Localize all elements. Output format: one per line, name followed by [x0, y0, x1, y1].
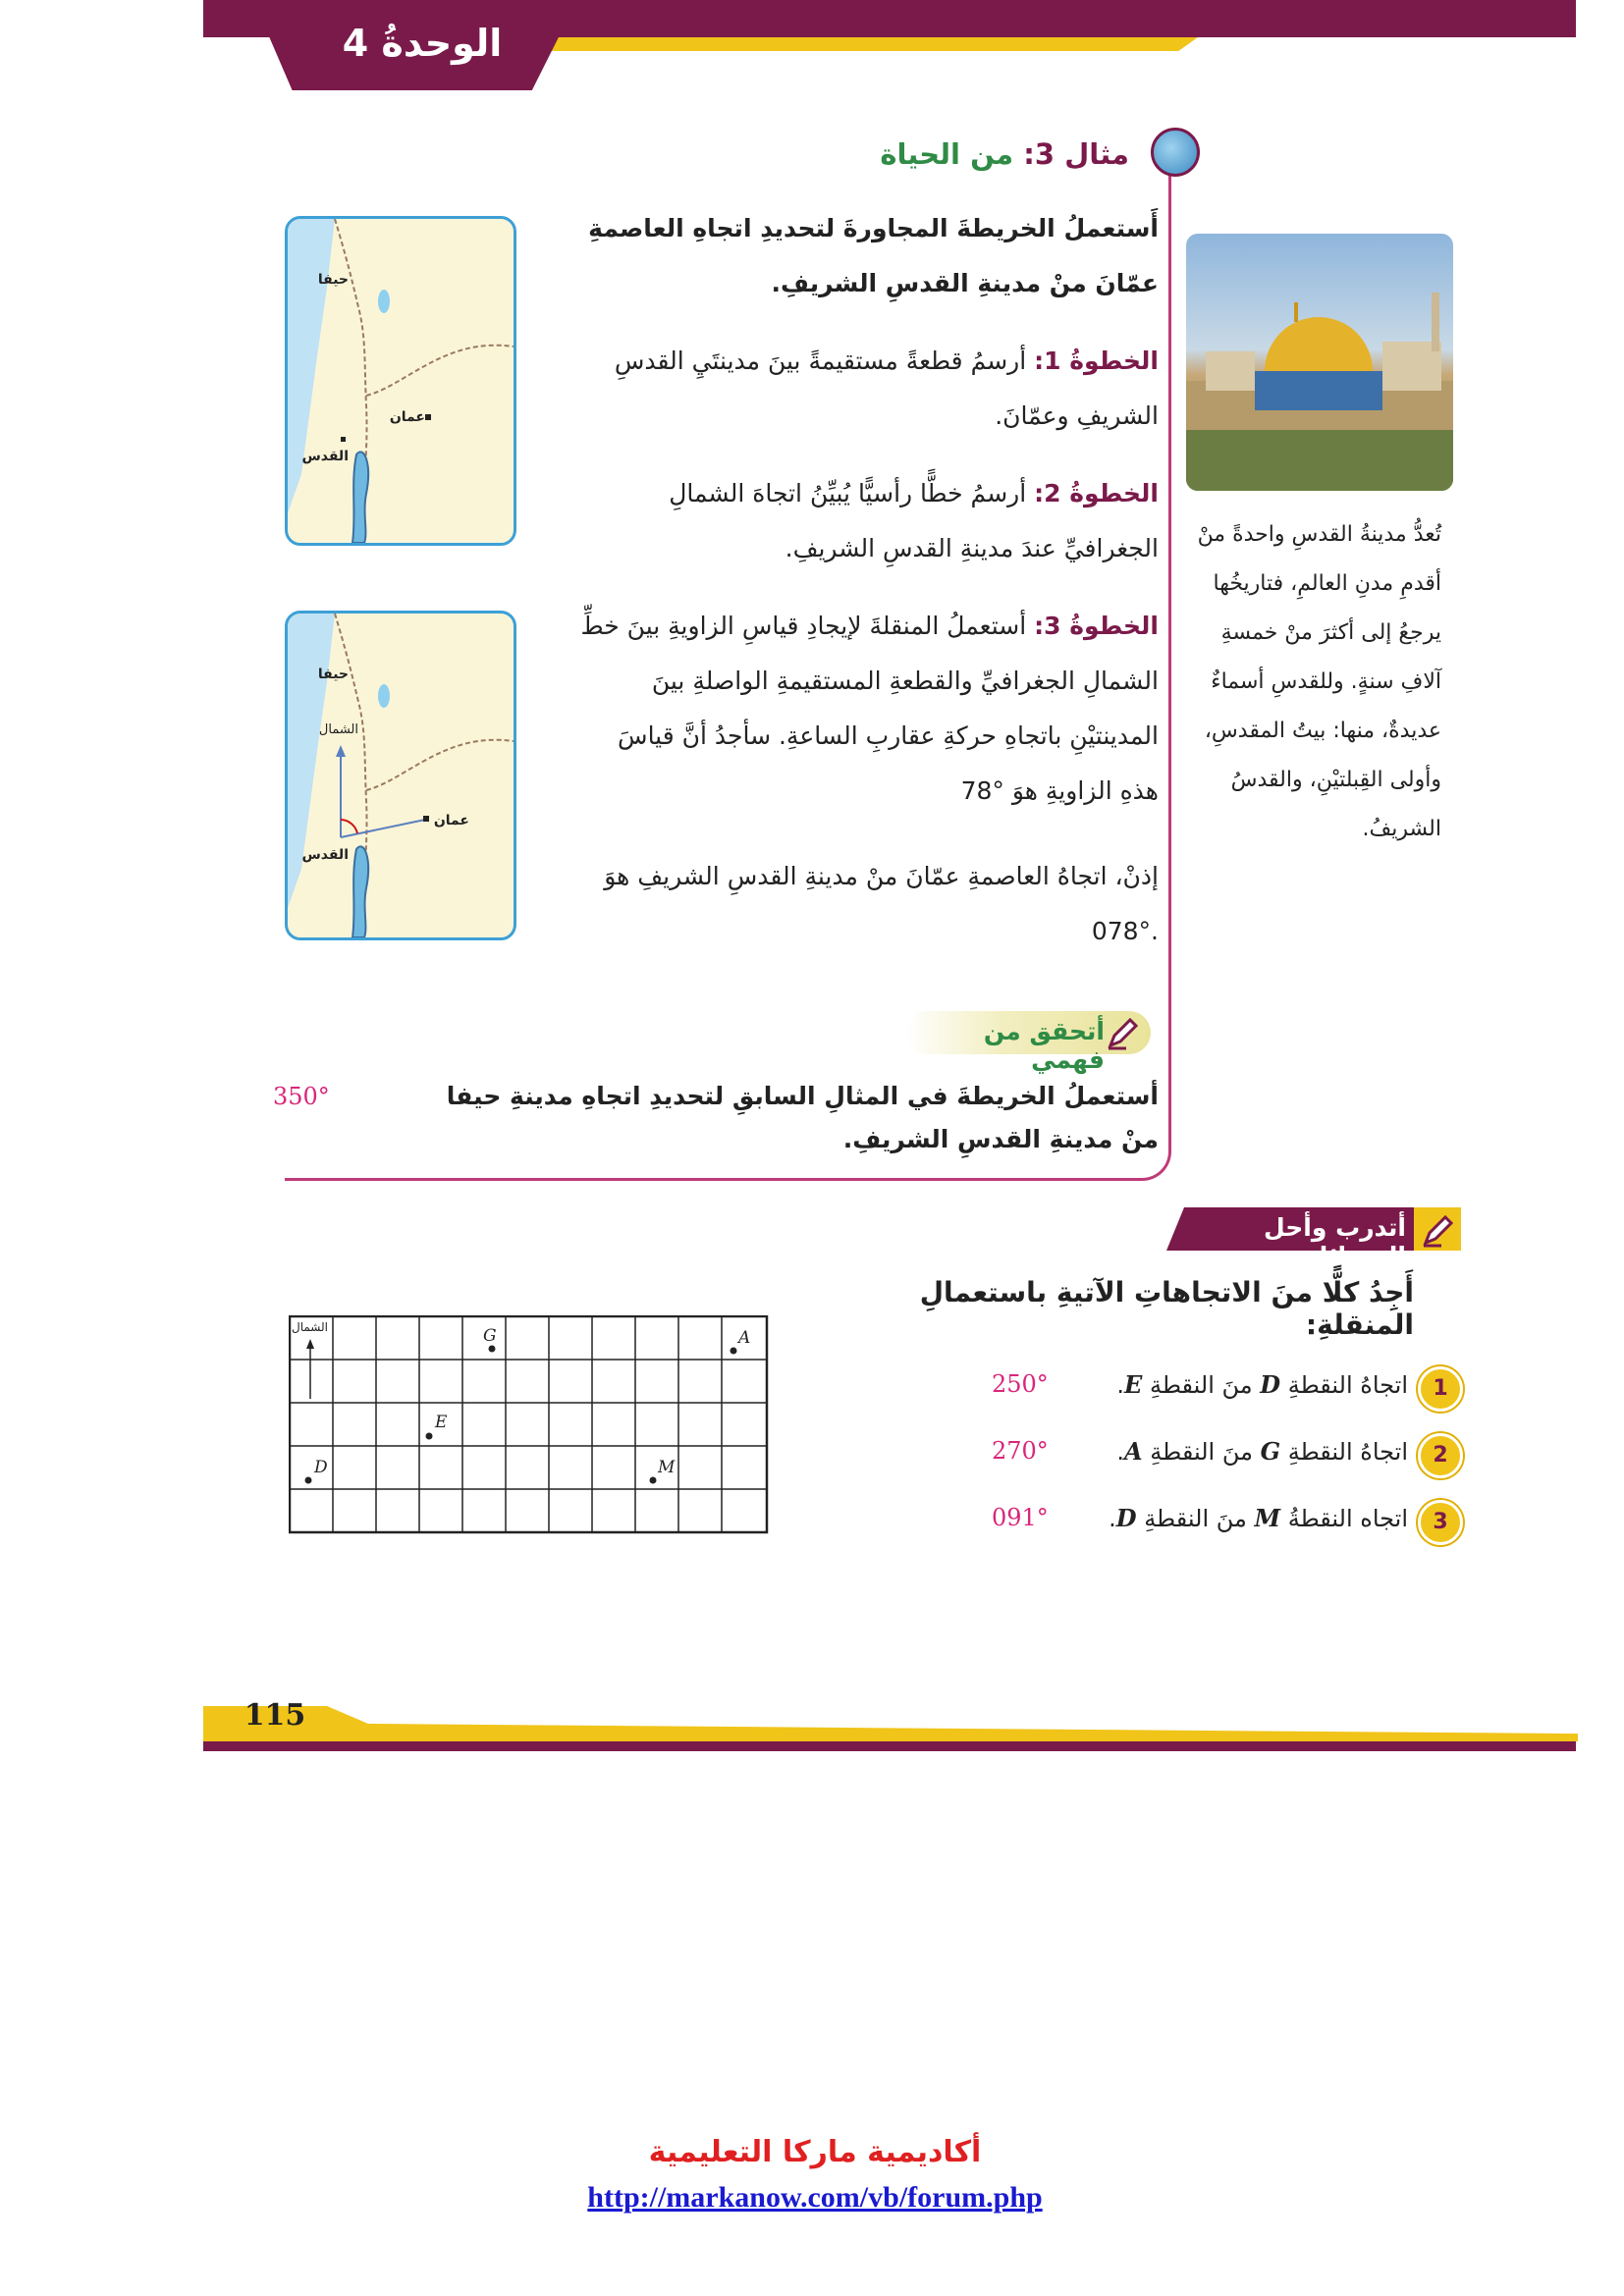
question-1 — [992, 1366, 1463, 1412]
step-1-label: الخطوةُ 1: — [1034, 347, 1159, 375]
q3-pre: اتجاه النقطةُ — [1287, 1505, 1408, 1532]
example-title — [864, 137, 1129, 171]
question-1-number: 1 — [1418, 1366, 1463, 1412]
q2-pre: اتجاهُ النقطةِ — [1287, 1438, 1408, 1466]
practice-intro: أَجِدُ كلًّا منَ الاتجاهاتِ الآتيةِ باستعمالِ المنقلةِ: — [919, 1276, 1414, 1341]
check-question: أستعملُ الخريطةَ في المثالِ السابقِ لتحديدِ اتجاهِ مدينةِ حيفا منْ مدينةِ القدسِ الشريفِ. — [446, 1082, 1159, 1153]
question-2-answer: 270° — [992, 1437, 1049, 1465]
question-3 — [992, 1500, 1463, 1545]
direction-grid — [289, 1315, 770, 1536]
question-2-number: 2 — [1418, 1433, 1463, 1478]
practice-title: أتدرب وأحل المسائل — [1263, 1213, 1406, 1270]
q3-mid: منَ النقطةِ — [1144, 1505, 1247, 1532]
map2-haifa-label: حيفا — [317, 667, 349, 682]
check-answer: 350° — [273, 1083, 330, 1110]
map-2 — [285, 611, 516, 940]
q2-point-b: A — [1124, 1437, 1143, 1466]
header-gold-stripe — [550, 37, 1198, 51]
grid-label-d: D — [314, 1458, 328, 1477]
grid-label-m: M — [658, 1458, 676, 1477]
example-intro: أَستعملُ الخريطةَ المجاورةَ لتحديدِ اتجاهِ العاصمةِ عمّانَ منْ مدينةِ القدسِ الشريفِ. — [588, 214, 1159, 297]
watermark-name: أكاديمية ماركا التعليمية — [648, 2135, 982, 2169]
question-3-answer: 091° — [992, 1504, 1049, 1531]
example-number: مثال 3: — [1023, 137, 1129, 171]
step-2-text: أرسمُ خطًّا رأسيًّا يُبيِّنُ اتجاهَ الشمالِ الجغرافيِّ عندَ مدينةِ القدسِ الشريفِ. — [669, 479, 1159, 562]
grid-north-label: الشمال — [291, 1320, 328, 1334]
footer-bar — [203, 1741, 1576, 1751]
photo-caption: تُعدُّ مدينةُ القدسِ واحدةً منْ أقدمِ مدنِ العالمِ، فتاريخُها يرجعُ إلى أكثرَ منْ خمسةِ آلافِ سنةٍ. وللقدسِ أسماءٌ عديدةٌ، منها: بيتُ المقدسِ، وأولى القِبلتيْنِ، والقدسُ الشريفُ. — [1197, 522, 1441, 841]
question-2 — [992, 1433, 1463, 1478]
dome-of-the-rock-photo — [1186, 234, 1453, 491]
grid-label-e: E — [435, 1413, 448, 1432]
grid-label-a: A — [738, 1328, 751, 1348]
step-3-value: 78° — [960, 776, 1004, 805]
q3-point-b: D — [1115, 1504, 1137, 1532]
question-3-number: 3 — [1418, 1500, 1463, 1545]
map1-haifa-label: حيفا — [317, 272, 349, 288]
check-title: أتحقق من فهمي — [983, 1017, 1105, 1074]
pencil-icon — [1414, 1207, 1461, 1251]
q2-point-a: G — [1260, 1437, 1281, 1466]
step-1-text: أرسمُ قطعةً مستقيمةً بينَ مدينتَيِ القدسِ الشريفِ وعمّانَ. — [614, 347, 1159, 430]
map1-amman-label: عمان — [389, 409, 425, 425]
map1-quds-label: القدس — [301, 449, 349, 464]
q1-point-a: D — [1260, 1370, 1281, 1399]
example-conclusion — [579, 849, 1159, 959]
q1-mid: منَ النقطةِ — [1149, 1371, 1253, 1399]
question-2-text: اتجاهُ النقطةِ G منَ النقطةِ A. — [1116, 1437, 1408, 1466]
globe-icon — [1151, 128, 1200, 177]
example-subtitle: من الحياة — [880, 137, 1014, 171]
watermark-link[interactable]: http://markanow.com/vb/forum.php — [587, 2181, 1043, 2214]
q1-pre: اتجاهُ النقطةِ — [1287, 1371, 1408, 1399]
step-3-label: الخطوةُ 3: — [1034, 612, 1159, 640]
question-1-answer: 250° — [992, 1370, 1049, 1398]
step-2 — [579, 466, 1159, 576]
map2-amman-label: عمان — [433, 813, 469, 828]
step-1 — [579, 334, 1159, 444]
map2-quds-label: القدس — [301, 847, 349, 863]
footer-gold-stripe — [203, 1706, 1578, 1741]
conclusion-value: 078°. — [1091, 917, 1159, 945]
question-1-text: اتجاهُ النقطةِ D منَ النقطةِ E. — [1116, 1370, 1408, 1399]
q1-point-b: E — [1124, 1370, 1143, 1399]
map2-north-label: الشمال — [318, 722, 358, 737]
q2-mid: منَ النقطةِ — [1150, 1438, 1253, 1466]
conclusion-text: إذنْ، اتجاهُ العاصمةِ عمّانَ منْ مدينةِ القدسِ الشريفِ هوَ — [604, 862, 1159, 890]
question-3-text: اتجاه النقطةُ M منَ النقطةِ D. — [1109, 1504, 1408, 1532]
step-3 — [579, 599, 1159, 819]
pencil-icon — [1105, 1016, 1140, 1051]
q3-point-a: M — [1254, 1504, 1281, 1532]
step-3-text: أستعملُ المنقلةَ لإيجادِ قياسِ الزاويةِ بينَ خطِّ الشمالِ الجغرافيِّ والقطعةِ المستقيمةِ الواصلةِ بينَ المدينتيْنِ باتجاهِ حركةِ عقاربِ الساعةِ. سأجدُ أنَّ قياسَ هذهِ الزاويةِ هوَ — [580, 612, 1159, 805]
grid-label-g: G — [483, 1326, 497, 1346]
unit-title: الوحدةُ 4 — [342, 22, 503, 65]
map-1 — [285, 216, 516, 546]
step-2-label: الخطوةُ 2: — [1034, 479, 1159, 507]
page-number: 115 — [244, 1698, 306, 1733]
